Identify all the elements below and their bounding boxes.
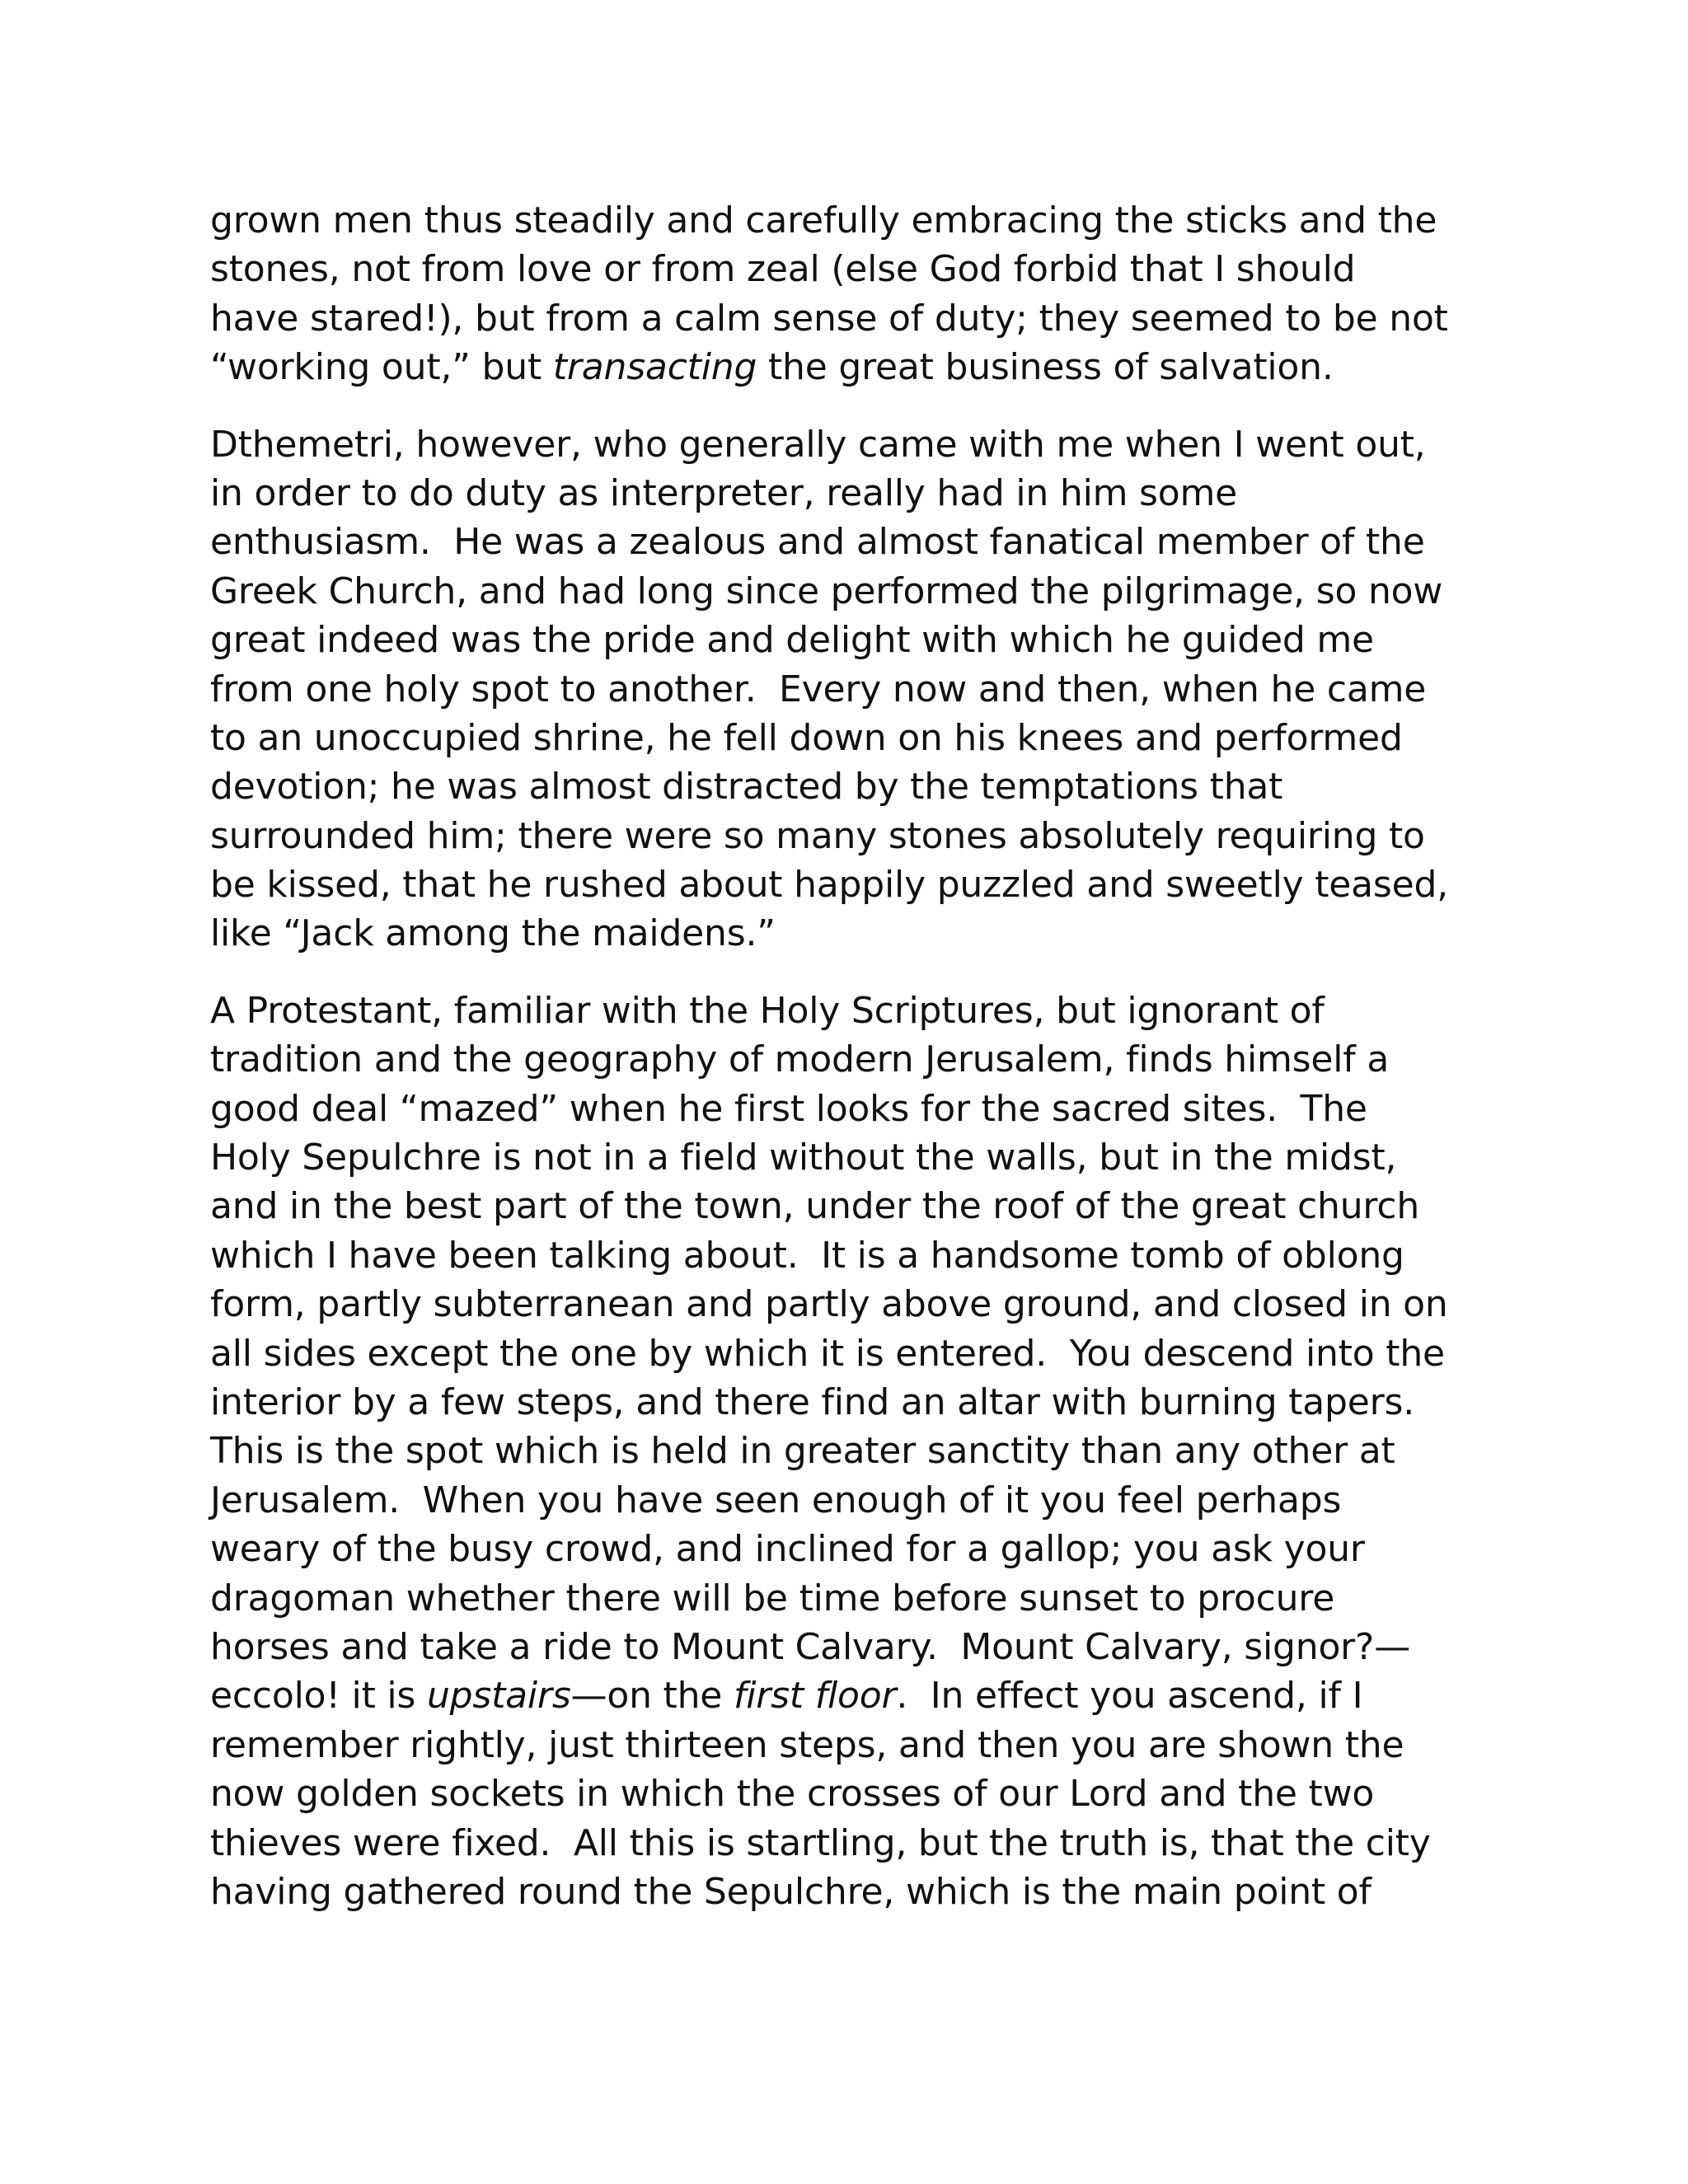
text-line	[210, 1574, 1479, 1623]
italic-text: transacting	[552, 346, 757, 389]
paragraph	[210, 987, 1479, 1916]
text-line	[210, 1769, 1479, 1818]
text-run: enthusiasm. He was a zealous and almost fanatical member of the	[210, 521, 1425, 564]
text-line	[210, 1035, 1479, 1084]
text-run: now golden sockets in which the crosses of our Lord and the two	[210, 1773, 1375, 1816]
text-run: having gathered round the Sepulchre, which is the main point of	[210, 1870, 1372, 1913]
text-run: . In effect you ascend, if I	[896, 1675, 1363, 1718]
text-line	[210, 762, 1479, 811]
text-line	[210, 196, 1479, 245]
text-line	[210, 714, 1479, 762]
text-line	[210, 665, 1479, 714]
text-line	[210, 1085, 1479, 1133]
text-line	[210, 1819, 1479, 1868]
text-run: —on the	[570, 1675, 734, 1718]
body-text	[210, 196, 1479, 1944]
text-line	[210, 469, 1479, 518]
text-line	[210, 1280, 1479, 1329]
text-line	[210, 518, 1479, 566]
text-run: interior by a few steps, and there find an altar with burning tapers.	[210, 1380, 1415, 1423]
text-run: remember rightly, just thirteen steps, and then you are shown the	[210, 1723, 1404, 1766]
text-run: have stared!), but from a calm sense of duty; they seemed to be not	[210, 297, 1448, 340]
text-run: good deal “mazed” when he first looks for the sacred sites. The	[210, 1087, 1367, 1130]
text-run: horses and take a ride to Mount Calvary. Mount Calvary, signor?—	[210, 1625, 1411, 1668]
text-run: Greek Church, and had long since performed the pilgrimage, so now	[210, 569, 1443, 612]
text-run: A Protestant, familiar with the Holy Scriptures, but ignorant of	[210, 989, 1325, 1032]
text-run: Jerusalem. When you have seen enough of it you feel perhaps	[210, 1479, 1342, 1521]
text-run: dragoman whether there will be time before sunset to procure	[210, 1577, 1335, 1619]
text-run: like “Jack among the maidens.”	[210, 912, 776, 955]
text-run: surrounded him; there were so many stones absolutely requiring to	[210, 814, 1425, 857]
text-line	[210, 420, 1479, 469]
text-run: be kissed, that he rushed about happily puzzled and sweetly teased,	[210, 864, 1449, 907]
text-run: grown men thus steadily and carefully embracing the sticks and the	[210, 199, 1437, 241]
text-run: stones, not from love or from zeal (else God forbid that I should	[210, 248, 1356, 291]
text-run: Dthemetri, however, who generally came with me when I went out,	[210, 423, 1426, 466]
text-run: Holy Sepulchre is not in a field without the walls, but in the midst,	[210, 1137, 1397, 1179]
text-line	[210, 909, 1479, 958]
text-line	[210, 1671, 1479, 1720]
paragraph	[210, 420, 1479, 958]
text-line	[210, 987, 1479, 1035]
text-line	[210, 294, 1479, 343]
text-line	[210, 245, 1479, 293]
text-run: eccolo! it is	[210, 1675, 427, 1718]
text-line	[210, 1868, 1479, 1916]
text-line	[210, 812, 1479, 860]
text-run: “working out,” but	[210, 346, 553, 389]
text-line	[210, 1133, 1479, 1182]
text-line	[210, 1623, 1479, 1671]
text-line	[210, 1427, 1479, 1475]
text-line	[210, 1231, 1479, 1280]
text-run: the great business of salvation.	[757, 346, 1334, 389]
text-line	[210, 1378, 1479, 1427]
text-run: devotion; he was almost distracted by the temptations that	[210, 766, 1283, 808]
text-line	[210, 343, 1479, 391]
text-run: from one holy spot to another. Every now and then, when he came	[210, 668, 1427, 710]
text-line	[210, 616, 1479, 664]
text-run: great indeed was the pride and delight with which he guided me	[210, 619, 1374, 662]
paragraph	[210, 196, 1479, 392]
text-line	[210, 1329, 1479, 1378]
text-line	[210, 1476, 1479, 1525]
text-run: tradition and the geography of modern Jerusalem, finds himself a	[210, 1038, 1390, 1081]
text-run: weary of the busy crowd, and inclined for a gallop; you ask your	[210, 1528, 1365, 1571]
text-line	[210, 860, 1479, 909]
text-run: in order to do duty as interpreter, really had in him some	[210, 471, 1238, 514]
italic-text: upstairs	[426, 1675, 571, 1718]
text-run: form, partly subterranean and partly above ground, and closed in on	[210, 1283, 1448, 1326]
text-line	[210, 567, 1479, 616]
text-run: to an unoccupied shrine, he fell down on his knees and performed	[210, 716, 1403, 759]
text-run: and in the best part of the town, under the roof of the great church	[210, 1185, 1420, 1228]
text-line	[210, 1182, 1479, 1230]
text-line	[210, 1721, 1479, 1769]
text-run: thieves were fixed. All this is startling, but the truth is, that the city	[210, 1821, 1431, 1864]
text-run: which I have been talking about. It is a handsome tomb of oblong	[210, 1234, 1404, 1277]
text-run: This is the spot which is held in greater sanctity than any other at	[210, 1430, 1395, 1473]
text-run: all sides except the one by which it is entered. You descend into the	[210, 1332, 1445, 1375]
italic-text: first floor	[733, 1675, 897, 1718]
text-line	[210, 1525, 1479, 1573]
